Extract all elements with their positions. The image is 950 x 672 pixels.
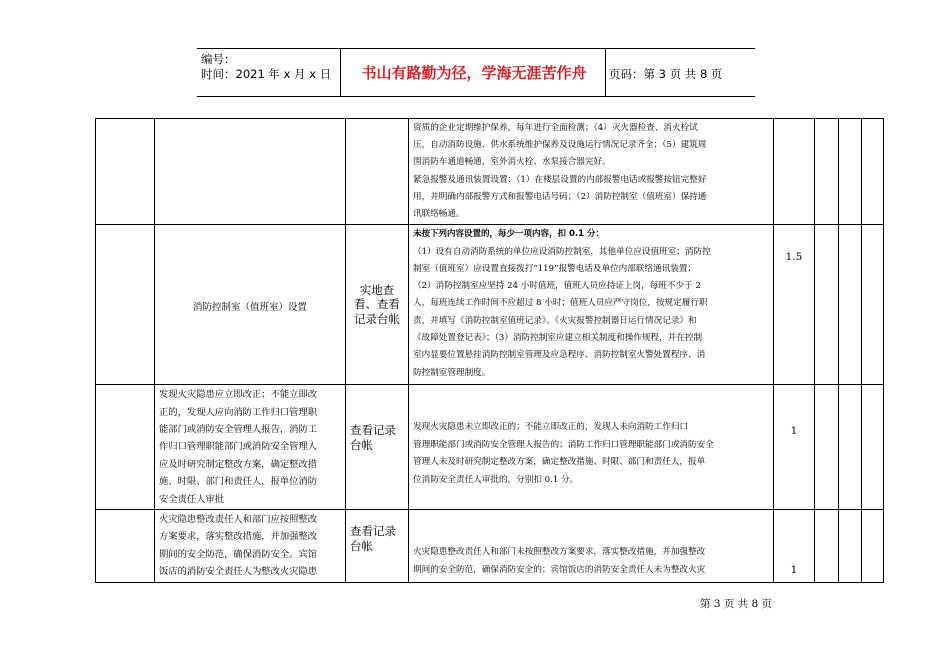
item-cell: [155, 385, 346, 510]
check-cell: [815, 225, 839, 385]
item-cell: [155, 225, 346, 385]
item-text: 消防控制室（值班室）设置: [192, 302, 307, 314]
header-left: [201, 52, 331, 82]
check-cell: [862, 119, 884, 225]
time-label: 时间：2021 年 x 月 x 日: [201, 67, 332, 81]
check-cell: [839, 119, 862, 225]
check-cell: [839, 225, 862, 385]
method-cell: [346, 225, 409, 385]
score-cell: [774, 510, 815, 583]
number-label: 编号：: [201, 52, 236, 66]
detail-cell: [409, 225, 774, 385]
item-cell: [155, 510, 346, 583]
method-text: 查看记录台帐: [350, 524, 396, 553]
table-row: [96, 510, 884, 583]
check-cell: [815, 385, 839, 510]
detail-cell: [409, 119, 774, 225]
method-text: 实地查看、查看记录台帐: [354, 282, 400, 326]
table-row: [96, 385, 884, 510]
item-text: 火灾隐患整改责任人和部门应按照整改 方案要求，落实整改措施，并加强整改 期间的安全防范，确保消防安全。宾馆 饭店的消防安全责任人为整改火灾隐患: [159, 514, 318, 578]
check-cell: [815, 119, 839, 225]
detail-cell: [409, 510, 774, 583]
item-text: 发现火灾隐患应立即改正；不能立即改 正的，发现人应向消防工作归口管理职 能部门或消防安全管理人报告，消防工 作归口管理职能部门或消防安全管理人 应及时研究制定整改方案，确定整改措 施、时限、部门和责任人，报单位消防 安全责任人审批: [159, 389, 318, 505]
score-value: 1: [790, 564, 798, 577]
detail-cell: [409, 385, 774, 510]
category-cell: [96, 510, 155, 583]
detail-text: 资质的企业定期维护保养，每年进行全面检测；（4）灭火器检查、消火栓试 压，自动消防设施、供水系统维护保养及设施运行情况记录齐全；（5）建筑周 围消防车通道畅通，室外消火栓、水泵接合器完好。 紧急报警及通讯装置设置：（1）在楼层设置的内部报警电话或报警按钮完整好 用，并明确内部报警方式和报警电话号码；（2）消防控制室（值班室）保持通 讯联络畅通。: [413, 123, 707, 220]
inspection-table: [95, 118, 884, 583]
page-header: [197, 48, 755, 97]
detail-text: 火灾隐患整改责任人和部门未按照整改方案要求，落实整改措施，并加强整改 期间的安全防范，确保消防安全的；宾馆饭店的消防安全责任人未为整改火灾: [413, 547, 706, 576]
check-cell: [862, 225, 884, 385]
detail-text: 发现火灾隐患未立即改正的；不能立即改正的，发现人未向消防工作归口 管理职能部门或消防安全管理人报告的；消防工作归口管理职能部门或消防安全 管理人未及时研究制定整改方案，确定整改措施、时限、部门和责任人，报单 位消防安全责任人审批的，分别扣 0.1 分。: [413, 422, 714, 485]
score-cell: [774, 119, 815, 225]
header-divider: [340, 49, 341, 96]
score-value: 1: [790, 425, 798, 438]
check-cell: [815, 510, 839, 583]
check-cell: [862, 510, 884, 583]
category-cell: [96, 119, 155, 225]
table-row: [96, 119, 884, 225]
check-cell: [862, 385, 884, 510]
check-cell: [839, 385, 862, 510]
check-cell: [839, 510, 862, 583]
header-page-code: 页码：第 3 页 共 8 页: [609, 67, 723, 81]
page-footer: 第 3 页 共 8 页: [700, 598, 773, 610]
header-motto: 书山有路勤为径，学海无涯苦作舟: [361, 64, 587, 82]
score-value: 1.5: [785, 251, 803, 264]
detail-text: 未按下列内容设置的，每少一项内容，扣 0.1 分： （1）设有自动消防系统的单位应设消防控制室，其他单位应设值班室；消防控 制室（值班室）应设置直接拨打“119”报警电话及单位内部联络通讯装置； （2）消防控制室应坚持 24 小时值班，值班人员应持证上岗，每班不少于 2 人，每班连续工作时间不应超过 8 小时；值班人员应严守岗位，按规定履行职 责，并填写《消防控制室值班记录》、《火灾报警控制器日运行情况记录》和 《故障处置登记表》；（3）消防控制室应建立相关制度和操作规程，并在控制 室内显要位置悬挂消防控制室管理及应急程序、消防控制室火警处置程序、消 防控制室管理制度。: [413, 229, 711, 378]
method-text: 查看记录台帐: [350, 423, 396, 452]
method-cell: [346, 385, 409, 510]
table-row: [96, 225, 884, 385]
method-cell: [346, 510, 409, 583]
category-cell: [96, 385, 155, 510]
score-cell: [774, 385, 815, 510]
score-cell: [774, 225, 815, 385]
header-divider: [605, 49, 606, 96]
method-cell: [346, 119, 409, 225]
item-cell: [155, 119, 346, 225]
category-cell: [96, 225, 155, 385]
